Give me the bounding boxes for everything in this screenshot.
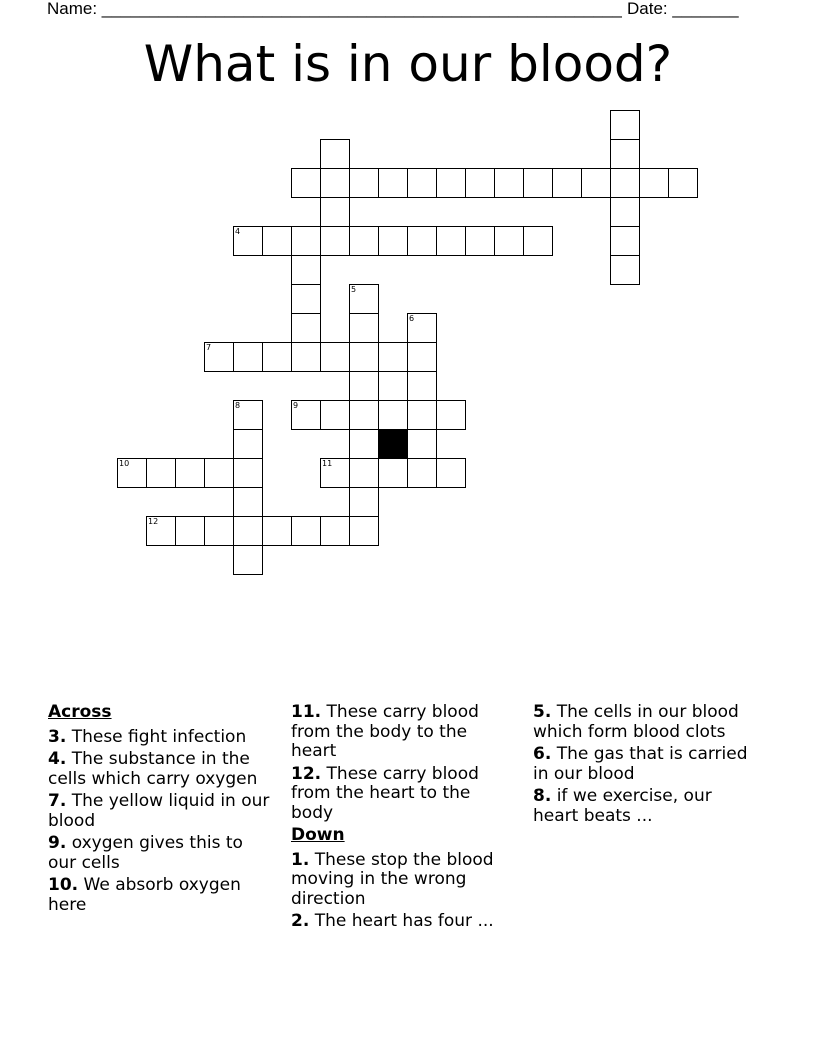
grid-cell[interactable] bbox=[610, 226, 640, 256]
grid-cell[interactable] bbox=[320, 168, 350, 198]
clue-across-12 bbox=[291, 765, 517, 824]
grid-cell[interactable] bbox=[175, 516, 205, 546]
grid-cell[interactable] bbox=[291, 168, 321, 198]
grid-cell[interactable] bbox=[581, 168, 611, 198]
grid-cell[interactable] bbox=[610, 110, 640, 140]
clue-number: 7. bbox=[48, 791, 67, 811]
clue-number: 2. bbox=[291, 911, 310, 931]
date-field-label[interactable]: Date: _______ bbox=[627, 0, 739, 18]
grid-cell[interactable] bbox=[320, 516, 350, 546]
down-heading: Down bbox=[291, 825, 345, 845]
clue-down-8 bbox=[533, 787, 759, 826]
clue-text: These stop the blood moving in the wrong direction bbox=[291, 849, 494, 909]
clue-text: if we exercise, our heart beats ... bbox=[533, 786, 712, 826]
grid-cell[interactable] bbox=[407, 342, 437, 372]
clue-column-3 bbox=[533, 703, 759, 829]
cell-number: 11 bbox=[322, 459, 333, 468]
clue-across-11 bbox=[291, 703, 517, 762]
grid-cell[interactable] bbox=[436, 168, 466, 198]
grid-cell[interactable] bbox=[320, 458, 350, 488]
grid-cell[interactable] bbox=[610, 255, 640, 285]
cell-number: 8 bbox=[235, 401, 241, 410]
clue-number: 8. bbox=[533, 786, 552, 806]
grid-cell[interactable] bbox=[436, 400, 466, 430]
clue-text: The yellow liquid in our blood bbox=[48, 791, 270, 831]
grid-cell[interactable] bbox=[407, 313, 437, 343]
grid-cell[interactable] bbox=[610, 197, 640, 227]
grid-cell[interactable] bbox=[378, 400, 408, 430]
clue-number: 12. bbox=[291, 763, 322, 784]
grid-cell[interactable] bbox=[349, 458, 379, 488]
clue-text: These carry blood from the body to the heart bbox=[291, 702, 479, 761]
grid-cell[interactable] bbox=[494, 168, 524, 198]
grid-cell[interactable] bbox=[204, 342, 234, 372]
grid-cell[interactable] bbox=[552, 168, 582, 198]
clue-number: 4. bbox=[48, 749, 67, 769]
clue-text: These fight infection bbox=[71, 726, 247, 747]
across-heading: Across bbox=[48, 702, 112, 722]
clue-text: The heart has four ... bbox=[314, 911, 494, 931]
clue-number: 10. bbox=[48, 875, 79, 895]
cell-number: 7 bbox=[206, 343, 212, 352]
grid-cell[interactable] bbox=[407, 429, 437, 459]
clue-across-4 bbox=[48, 750, 274, 789]
grid-cell[interactable] bbox=[668, 168, 698, 198]
grid-cell[interactable] bbox=[465, 168, 495, 198]
clue-across-7 bbox=[48, 792, 274, 831]
clue-text: These carry blood from the heart to the body bbox=[291, 763, 479, 823]
clue-column-2 bbox=[291, 703, 517, 935]
blocked-cell bbox=[378, 429, 408, 459]
grid-cell[interactable] bbox=[233, 342, 263, 372]
grid-cell[interactable] bbox=[233, 458, 263, 488]
clue-number: 11. bbox=[291, 702, 322, 722]
grid-cell[interactable] bbox=[320, 400, 350, 430]
page-title: What is in our blood? bbox=[143, 35, 673, 93]
grid-cell[interactable] bbox=[291, 400, 321, 430]
grid-cell[interactable] bbox=[523, 226, 553, 256]
clue-column-1 bbox=[48, 703, 274, 918]
grid-cell[interactable] bbox=[494, 226, 524, 256]
grid-cell[interactable] bbox=[407, 400, 437, 430]
grid-cell[interactable] bbox=[610, 139, 640, 169]
clue-text: oxygen gives this to our cells bbox=[48, 833, 243, 873]
grid-cell[interactable] bbox=[349, 516, 379, 546]
cell-number: 10 bbox=[119, 459, 130, 468]
grid-cell[interactable] bbox=[233, 487, 263, 517]
cell-number: 4 bbox=[235, 227, 241, 236]
grid-cell[interactable] bbox=[436, 226, 466, 256]
clue-across-3 bbox=[48, 728, 274, 748]
grid-cell[interactable] bbox=[175, 458, 205, 488]
grid-cell[interactable] bbox=[465, 226, 495, 256]
grid-cell[interactable] bbox=[349, 429, 379, 459]
clue-down-6 bbox=[533, 745, 759, 784]
clue-down-2 bbox=[291, 912, 517, 932]
grid-cell[interactable] bbox=[233, 400, 263, 430]
clue-number: 1. bbox=[291, 849, 310, 870]
cell-number: 5 bbox=[351, 285, 357, 294]
clue-down-1 bbox=[291, 851, 517, 910]
clue-number: 5. bbox=[533, 702, 552, 722]
grid-cell[interactable] bbox=[610, 168, 640, 198]
grid-cell[interactable] bbox=[262, 516, 292, 546]
name-field-label[interactable]: Name: _______________________________________________________ bbox=[47, 0, 622, 18]
grid-cell[interactable] bbox=[291, 313, 321, 343]
cell-number: 6 bbox=[409, 314, 415, 323]
grid-cell[interactable] bbox=[262, 342, 292, 372]
clue-across-9 bbox=[48, 834, 274, 873]
grid-cell[interactable] bbox=[291, 516, 321, 546]
grid-cell[interactable] bbox=[320, 342, 350, 372]
grid-cell[interactable] bbox=[204, 516, 234, 546]
grid-cell[interactable] bbox=[378, 342, 408, 372]
grid-cell[interactable] bbox=[291, 284, 321, 314]
clue-text: The gas that is carried in our blood bbox=[533, 744, 748, 784]
cell-number: 12 bbox=[148, 517, 159, 526]
grid-cell[interactable] bbox=[233, 226, 263, 256]
grid-cell[interactable] bbox=[349, 313, 379, 343]
grid-cell[interactable] bbox=[320, 197, 350, 227]
clue-text: We absorb oxygen here bbox=[48, 875, 241, 915]
grid-cell[interactable] bbox=[407, 226, 437, 256]
grid-cell[interactable] bbox=[117, 458, 147, 488]
grid-cell[interactable] bbox=[407, 458, 437, 488]
clue-number: 3. bbox=[48, 726, 67, 747]
grid-cell[interactable] bbox=[204, 458, 234, 488]
grid-cell[interactable] bbox=[436, 458, 466, 488]
grid-cell[interactable] bbox=[407, 168, 437, 198]
clue-text: The cells in our blood which form blood clots bbox=[533, 702, 739, 742]
grid-cell[interactable] bbox=[320, 139, 350, 169]
grid-cell[interactable] bbox=[146, 458, 176, 488]
grid-cell[interactable] bbox=[349, 487, 379, 517]
grid-cell[interactable] bbox=[639, 168, 669, 198]
grid-cell[interactable] bbox=[378, 458, 408, 488]
grid-cell[interactable] bbox=[378, 168, 408, 198]
grid-cell[interactable] bbox=[407, 371, 437, 401]
grid-cell[interactable] bbox=[291, 255, 321, 285]
grid-cell[interactable] bbox=[291, 342, 321, 372]
grid-cell[interactable] bbox=[349, 342, 379, 372]
clue-text: The substance in the cells which carry oxygen bbox=[48, 749, 258, 789]
grid-cell[interactable] bbox=[233, 545, 263, 575]
grid-cell[interactable] bbox=[349, 226, 379, 256]
grid-cell[interactable] bbox=[291, 226, 321, 256]
grid-cell[interactable] bbox=[146, 516, 176, 546]
grid-cell[interactable] bbox=[349, 168, 379, 198]
clue-number: 6. bbox=[533, 744, 552, 764]
grid-cell[interactable] bbox=[233, 516, 263, 546]
grid-cell[interactable] bbox=[378, 226, 408, 256]
grid-cell[interactable] bbox=[349, 371, 379, 401]
cell-number: 9 bbox=[293, 401, 299, 410]
grid-cell[interactable] bbox=[262, 226, 292, 256]
clue-down-5 bbox=[533, 703, 759, 742]
grid-cell[interactable] bbox=[523, 168, 553, 198]
clue-number: 9. bbox=[48, 833, 67, 853]
grid-cell[interactable] bbox=[349, 284, 379, 314]
grid-cell[interactable] bbox=[349, 400, 379, 430]
grid-cell[interactable] bbox=[320, 226, 350, 256]
clue-across-10 bbox=[48, 876, 274, 915]
grid-cell[interactable] bbox=[233, 429, 263, 459]
